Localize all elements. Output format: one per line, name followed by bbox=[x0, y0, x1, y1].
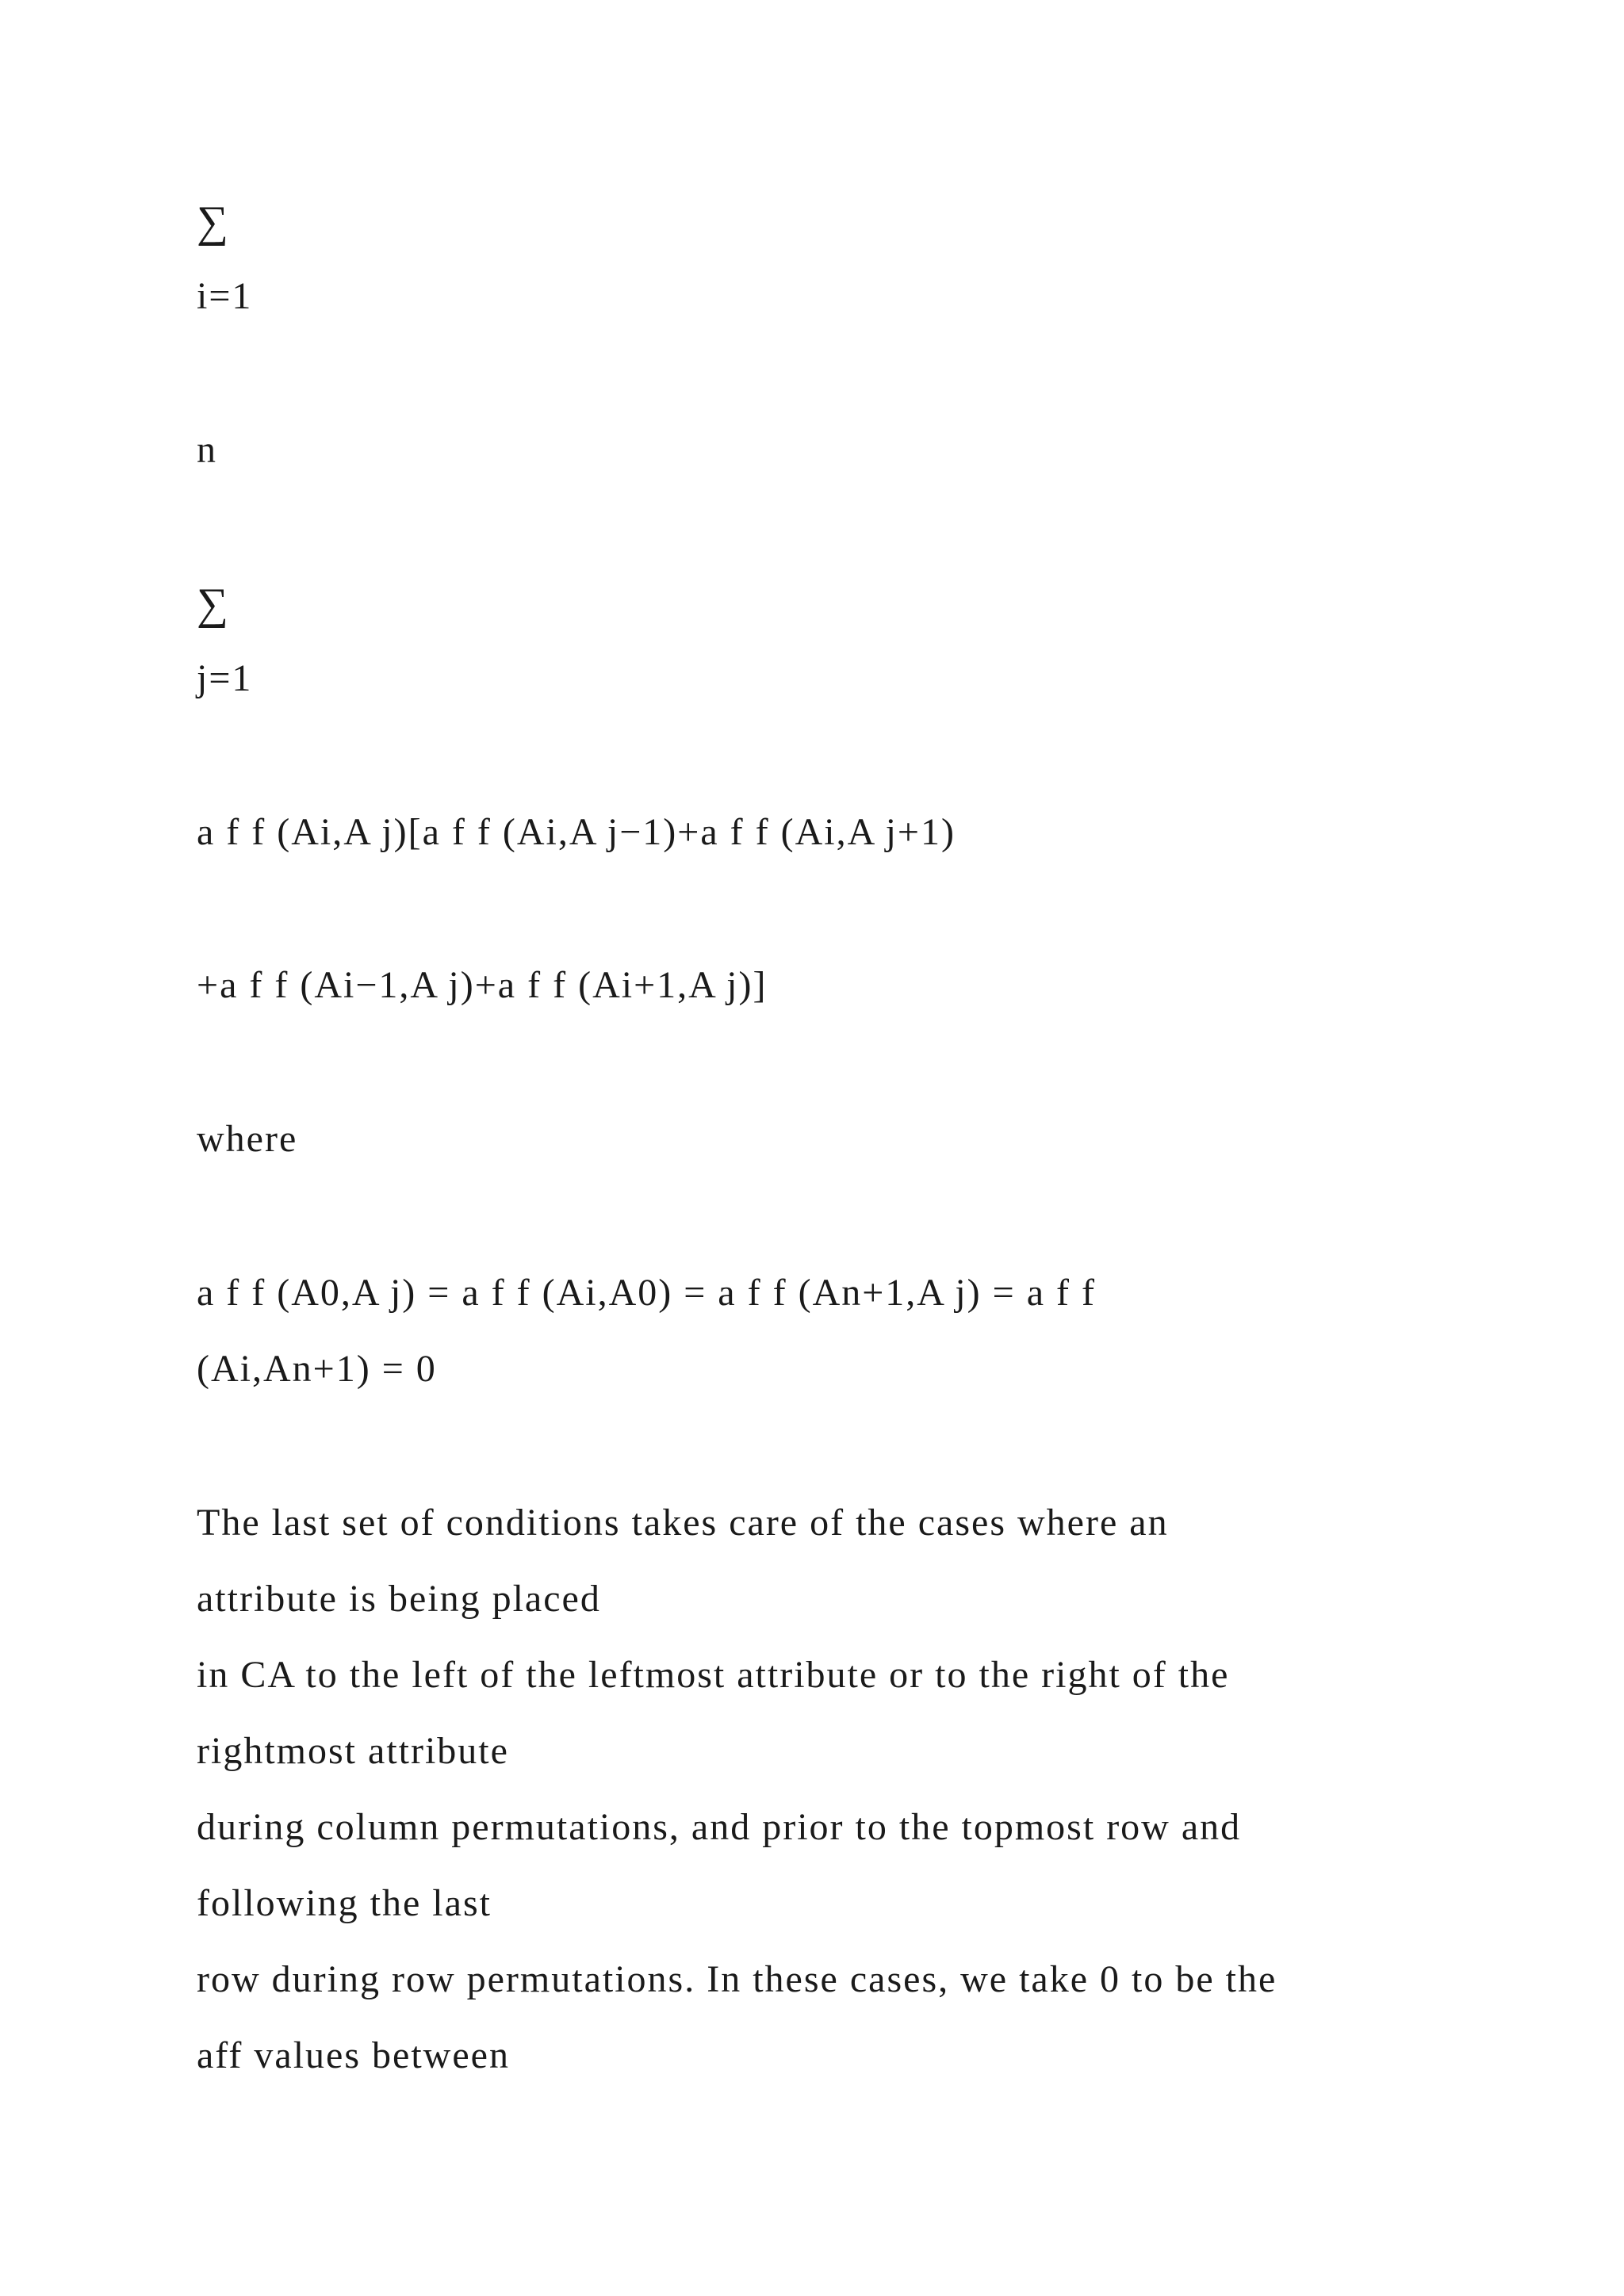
sum-lower-bound-j: j=1 bbox=[197, 657, 253, 699]
paragraph-line-7: row during row permutations. In these cases, we take 0 to be the bbox=[197, 1958, 1277, 2000]
sum-symbol-i: ∑ bbox=[197, 197, 228, 247]
formula-line-2: +a f f (Ai−1,A j)+a f f (Ai+1,A j)] bbox=[197, 964, 768, 1006]
boundary-condition-line-1: a f f (A0,A j) = a f f (Ai,A0) = a f f (An+1,A j) = a f f bbox=[197, 1272, 1096, 1314]
paragraph-line-2: attribute is being placed bbox=[197, 1578, 601, 1620]
paragraph-line-3: in CA to the left of the leftmost attribute or to the right of the bbox=[197, 1654, 1230, 1696]
paragraph-line-8: aff values between bbox=[197, 2034, 510, 2076]
boundary-condition-line-2: (Ai,An+1) = 0 bbox=[197, 1348, 437, 1390]
sum-symbol-j: ∑ bbox=[197, 580, 228, 629]
paragraph-line-4: rightmost attribute bbox=[197, 1730, 509, 1772]
paragraph-line-1: The last set of conditions takes care of the cases where an bbox=[197, 1502, 1169, 1544]
paragraph-line-6: following the last bbox=[197, 1882, 492, 1924]
paragraph-line-5: during column permutations, and prior to the topmost row and bbox=[197, 1806, 1242, 1848]
formula-line-1: a f f (Ai,A j)[a f f (Ai,A j−1)+a f f (Ai,A j+1) bbox=[197, 811, 956, 853]
where-label: where bbox=[197, 1118, 298, 1160]
sum-upper-bound-n: n bbox=[197, 429, 217, 471]
sum-lower-bound-i: i=1 bbox=[197, 275, 253, 317]
